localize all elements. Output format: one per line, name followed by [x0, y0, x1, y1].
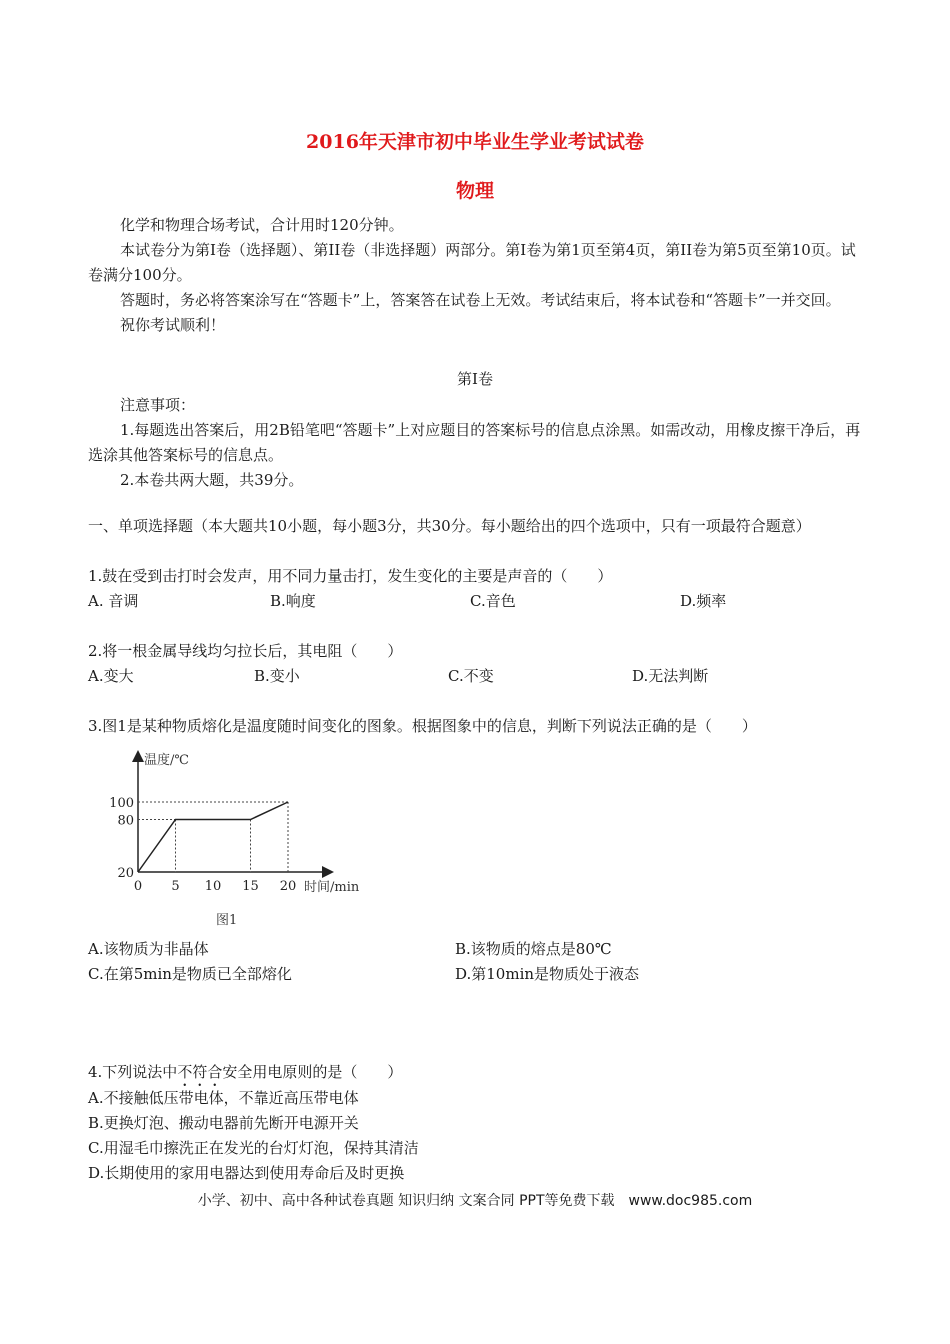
- question-4-option-d: D.长期使用的家用电器达到使用寿命后及时更换: [88, 1164, 405, 1182]
- y-tick-label: 20: [117, 866, 134, 881]
- x-tick-label: 15: [242, 879, 259, 894]
- question-1-option-a: A. 音调: [88, 592, 139, 610]
- question-2-option-c: C.不变: [448, 667, 494, 685]
- intro-time: 化学和物理合场考试，合计用时120分钟。: [120, 216, 404, 234]
- intro-answer-rules: 答题时，务必将答案涂写在“答题卡”上，答案答在试卷上无效。考试结束后，将本试卷和“答题卡”一并交回。: [120, 291, 841, 309]
- y-tick-label: 100: [109, 796, 134, 811]
- question-4-stem-post: 安全用电原则的是（ ）: [222, 1063, 403, 1081]
- temperature-time-chart: [108, 748, 378, 938]
- question-2-option-b: B.变小: [254, 667, 300, 685]
- question-1-option-b: B.响度: [270, 592, 316, 610]
- note-2: 2.本卷共两大题，共39分。: [120, 471, 304, 489]
- question-3-option-b: B.该物质的熔点是80℃: [455, 940, 612, 958]
- question-3-option-d: D.第10min是物质处于液态: [455, 965, 640, 983]
- question-4-option-c: C.用湿毛巾擦洗正在发光的台灯灯泡，保持其清洁: [88, 1139, 419, 1157]
- notes-label: 注意事项：: [120, 396, 196, 414]
- x-tick-label: 5: [171, 879, 180, 894]
- intro-wish: 祝你考试顺利！: [120, 316, 226, 334]
- question-4-stem: [88, 1063, 402, 1090]
- footer-link[interactable]: 小学、初中、高中各种试卷真题 知识归纳 文案合同 PPT等免费下载 www.doc985.com: [197, 1193, 753, 1209]
- y-tick-labels: [109, 796, 134, 881]
- question-2-option-a: A.变大: [88, 667, 134, 685]
- question-3-option-c: C.在第5min是物质已全部熔化: [88, 965, 292, 983]
- figure-caption: 图1: [216, 913, 238, 928]
- question-2-option-d: D.无法判断: [632, 667, 709, 685]
- y-tick-label: 80: [117, 813, 134, 829]
- intro-structure: 本试卷分为第Ⅰ卷（选择题）、第II卷（非选择题）两部分。第Ⅰ卷为第1页至第4页，第II卷为第5页至第10页。试卷满分100分。: [88, 241, 856, 284]
- question-1-option-c: C.音色: [470, 592, 516, 610]
- question-4-emphasis: 不符合: [177, 1063, 223, 1081]
- note-1: 1.每题选出答案后，用2B铅笔吧“答题卡”上对应题目的答案标号的信息点涂黑。如需改动，用橡皮擦干净后，再选涂其他答案标号的信息点。: [88, 421, 861, 464]
- section-heading: 一、单项选择题（本大题共10小题，每小题3分，共30分。每小题给出的四个选项中，只有一项最符合题意）: [88, 517, 811, 535]
- question-3-stem: 3.图1是某种物质熔化是温度随时间变化的图象。根据图象中的信息，判断下列说法正确的是（ ）: [88, 717, 757, 735]
- question-4-stem-pre: 4.下列说法中: [88, 1063, 178, 1081]
- question-3-option-a: A.该物质为非晶体: [88, 940, 209, 958]
- question-1-stem: 1.鼓在受到击打时会发声，用不同力量击打，发生变化的主要是声音的（ ）: [88, 567, 613, 585]
- series-line: [138, 802, 288, 872]
- x-tick-label: 0: [133, 879, 143, 894]
- x-axis-label: 时间/min: [304, 880, 360, 895]
- question-4-option-b: B.更换灯泡、搬动电器前先断开电源开关: [88, 1114, 359, 1132]
- notes-section: [88, 393, 868, 493]
- part-heading: 第Ⅰ卷: [457, 370, 493, 388]
- subject-title: 物理: [455, 180, 494, 202]
- page-title: 2016年天津市初中毕业生学业考试试卷: [306, 131, 644, 153]
- question-2-stem: 2.将一根金属导线均匀拉长后，其电阻（ ）: [88, 642, 403, 660]
- question-1-option-d: D.频率: [680, 592, 727, 610]
- intro-section: [88, 213, 868, 338]
- y-axis-label: 温度/℃: [144, 753, 189, 768]
- x-tick-labels: [134, 879, 296, 894]
- x-tick-label: 10: [204, 879, 222, 894]
- x-tick-label: 20: [279, 879, 297, 894]
- question-4-option-a: A.不接触低压带电体，不靠近高压带电体: [88, 1089, 359, 1107]
